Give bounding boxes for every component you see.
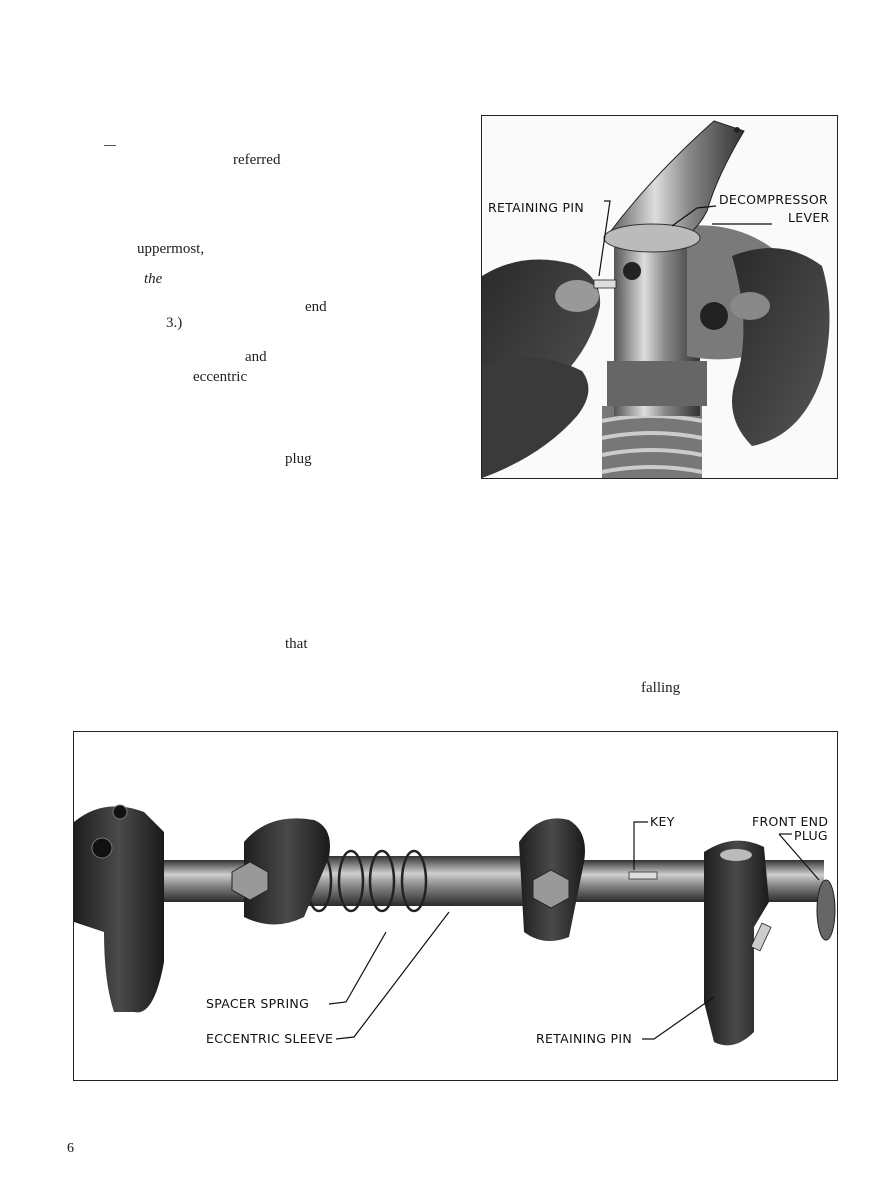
decompressor-lever-illustration <box>482 116 837 478</box>
label-spacer-spring: SPACER SPRING <box>206 996 310 1011</box>
text-fragment-falling: falling <box>641 680 681 696</box>
text-fragment-eccentric: eccentric <box>193 369 248 385</box>
label-eccentric-sleeve: ECCENTRIC SLEEVE <box>206 1031 334 1046</box>
label-key: KEY <box>650 814 675 829</box>
text-fragment-plug: plug <box>285 451 312 467</box>
text-dash <box>104 145 116 146</box>
text-fragment-3: 3.) <box>166 315 183 331</box>
rocker-shaft-assembly-photo <box>73 731 838 1081</box>
rocker-shaft-illustration <box>74 732 837 1080</box>
text-fragment-referred: referred <box>233 152 281 168</box>
text-fragment-end: end <box>305 299 327 315</box>
label-decompressor: DECOMPRESSOR <box>719 192 828 207</box>
text-fragment-the: the <box>144 271 163 287</box>
page-number: 6 <box>67 1141 74 1156</box>
text-fragment-that: that <box>285 636 308 652</box>
label-front-end: FRONT END <box>752 814 829 829</box>
decompressor-lever-photo <box>481 115 838 479</box>
label-plug: PLUG <box>794 828 828 843</box>
text-fragment-and: and <box>245 349 267 365</box>
label-retaining-pin-2: RETAINING PIN <box>536 1031 633 1046</box>
text-fragment-uppermost: uppermost, <box>137 241 205 257</box>
label-lever: LEVER <box>788 210 830 225</box>
label-retaining-pin: RETAINING PIN <box>488 200 585 215</box>
